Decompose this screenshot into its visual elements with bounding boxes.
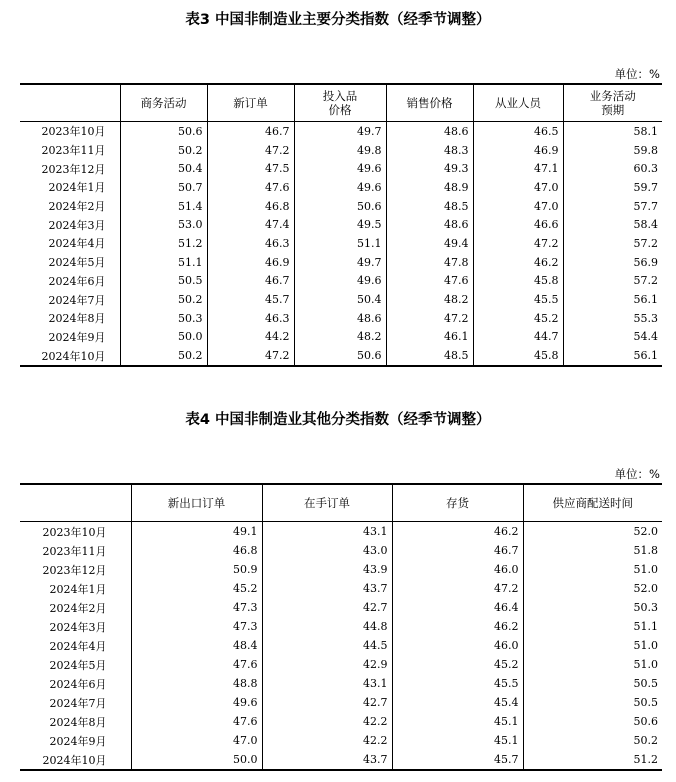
table-cell: 47.6 (207, 178, 294, 197)
table-row (20, 309, 662, 328)
table-cell: 43.1 (262, 522, 392, 542)
table-cell: 42.7 (262, 693, 392, 712)
table-cell: 47.6 (131, 712, 262, 731)
table-cell: 45.5 (473, 290, 563, 309)
table-cell: 52.0 (523, 579, 662, 598)
table-cell: 49.8 (294, 141, 386, 160)
row-label: 2024年9月 (49, 734, 107, 748)
table3-column-header: 新订单 (207, 84, 294, 122)
table-cell: 43.0 (262, 541, 392, 560)
table-cell: 47.6 (131, 655, 262, 674)
table-cell: 55.3 (563, 309, 662, 328)
table-row (20, 560, 662, 579)
table-row (20, 253, 662, 272)
table4-column-header: 新出口订单 (131, 484, 262, 522)
table4-column-header: 存货 (392, 484, 523, 522)
table-cell: 50.0 (131, 750, 262, 770)
table-row (20, 655, 662, 674)
row-label: 2024年5月 (49, 658, 107, 672)
table-row (20, 197, 662, 216)
table4 (20, 483, 662, 771)
row-label: 2024年7月 (48, 293, 106, 307)
table-cell: 50.6 (523, 712, 662, 731)
table-cell: 56.1 (563, 346, 662, 366)
table-cell: 45.2 (473, 309, 563, 328)
table3-column-header: 商务活动 (120, 84, 207, 122)
table-cell: 42.9 (262, 655, 392, 674)
table-cell: 56.9 (563, 253, 662, 272)
row-label: 2024年8月 (49, 715, 107, 729)
table3-column-header: 投入品 价格 (294, 84, 386, 122)
table-cell: 57.2 (563, 272, 662, 291)
table-cell: 49.1 (131, 522, 262, 542)
table-cell: 46.2 (473, 253, 563, 272)
table-row (20, 617, 662, 636)
table-cell: 51.4 (120, 197, 207, 216)
row-label: 2024年3月 (48, 218, 106, 232)
table4-title: 表4 中国非制造业其他分类指数（经季节调整） (185, 412, 491, 428)
row-label: 2024年4月 (48, 237, 106, 251)
table-row (20, 693, 662, 712)
table-row (20, 541, 662, 560)
table-cell: 48.2 (294, 328, 386, 347)
table-cell: 50.9 (131, 560, 262, 579)
table-cell: 49.6 (294, 272, 386, 291)
table-cell: 50.2 (120, 346, 207, 366)
row-label: 2024年10月 (20, 750, 131, 770)
table-row (20, 178, 662, 197)
table-row (20, 346, 662, 366)
table-row (20, 290, 662, 309)
table-cell: 50.4 (120, 159, 207, 178)
table-cell: 50.5 (523, 674, 662, 693)
table-cell: 46.8 (131, 541, 262, 560)
table3-column-header: 从业人员 (473, 84, 563, 122)
table-cell: 50.7 (120, 178, 207, 197)
table-cell: 42.2 (262, 712, 392, 731)
table-cell: 46.2 (392, 522, 523, 542)
table-row (20, 141, 662, 160)
table-row (20, 579, 662, 598)
table-row (20, 712, 662, 731)
table4-body (20, 522, 662, 771)
row-label: 2024年1月 (49, 582, 107, 596)
table-cell: 45.2 (131, 579, 262, 598)
table3-unit: 单位：% (614, 67, 660, 81)
table-cell: 47.1 (473, 159, 563, 178)
table-cell: 48.3 (386, 141, 473, 160)
table-cell: 48.6 (294, 309, 386, 328)
table-cell: 50.0 (120, 328, 207, 347)
table-cell: 46.7 (207, 122, 294, 141)
table3-header-row (20, 84, 662, 122)
row-label: 2023年12月 (42, 563, 107, 577)
table-cell: 46.3 (207, 309, 294, 328)
table-cell: 49.6 (131, 693, 262, 712)
table-cell: 48.6 (386, 122, 473, 141)
table4-unit: 单位：% (614, 467, 660, 481)
row-label: 2023年11月 (41, 144, 106, 158)
table-cell: 50.5 (523, 693, 662, 712)
table-cell: 47.2 (207, 346, 294, 366)
table-cell: 49.7 (294, 122, 386, 141)
table-row (20, 272, 662, 291)
table-cell: 49.7 (294, 253, 386, 272)
table-cell: 45.8 (473, 272, 563, 291)
table-cell: 45.1 (392, 731, 523, 750)
table-cell: 48.5 (386, 346, 473, 366)
table-cell: 50.2 (120, 141, 207, 160)
row-label: 2024年5月 (48, 256, 106, 270)
table-cell: 59.8 (563, 141, 662, 160)
table4-column-header: 供应商配送时间 (523, 484, 662, 522)
table3 (20, 83, 662, 367)
table-cell: 50.3 (523, 598, 662, 617)
table-cell: 48.2 (386, 290, 473, 309)
row-label: 2024年9月 (48, 330, 106, 344)
table4-header-row (20, 484, 662, 522)
table-cell: 45.5 (392, 674, 523, 693)
table-cell: 47.3 (131, 617, 262, 636)
table-cell: 51.8 (523, 541, 662, 560)
table-row (20, 234, 662, 253)
table-cell: 50.6 (294, 197, 386, 216)
table-cell: 47.6 (386, 272, 473, 291)
table-cell: 46.0 (392, 636, 523, 655)
table-cell: 48.8 (131, 674, 262, 693)
table-cell: 46.6 (473, 215, 563, 234)
table-cell: 50.6 (120, 122, 207, 141)
table-cell: 58.4 (563, 215, 662, 234)
table-cell: 43.1 (262, 674, 392, 693)
table-cell: 57.2 (563, 234, 662, 253)
row-label: 2023年10月 (41, 125, 106, 139)
table-cell: 42.7 (262, 598, 392, 617)
table-row (20, 328, 662, 347)
table-cell: 51.2 (523, 750, 662, 770)
table4-column-header: 在手订单 (262, 484, 392, 522)
table-cell: 57.7 (563, 197, 662, 216)
table-cell: 54.4 (563, 328, 662, 347)
table-cell: 46.3 (207, 234, 294, 253)
row-label: 2023年10月 (42, 525, 107, 539)
table-cell: 46.4 (392, 598, 523, 617)
table-cell: 51.1 (294, 234, 386, 253)
table-cell: 47.0 (473, 178, 563, 197)
table-row (20, 636, 662, 655)
table-cell: 59.7 (563, 178, 662, 197)
table-cell: 44.2 (207, 328, 294, 347)
table-cell: 45.4 (392, 693, 523, 712)
table-row (20, 215, 662, 234)
table-cell: 46.7 (392, 541, 523, 560)
table-row (20, 522, 662, 542)
table-cell: 50.5 (120, 272, 207, 291)
table-row (20, 122, 662, 141)
table-cell: 43.9 (262, 560, 392, 579)
table3-body (20, 122, 662, 366)
table-cell: 43.7 (262, 750, 392, 770)
table-cell: 47.0 (473, 197, 563, 216)
table-cell: 51.0 (523, 655, 662, 674)
table-cell: 48.9 (386, 178, 473, 197)
row-label: 2024年8月 (48, 312, 106, 326)
table-cell: 47.2 (386, 309, 473, 328)
table3-column-header: 销售价格 (386, 84, 473, 122)
table-cell: 44.8 (262, 617, 392, 636)
table-cell: 46.7 (207, 272, 294, 291)
table-cell: 44.7 (473, 328, 563, 347)
table-row (20, 598, 662, 617)
table-cell: 50.3 (120, 309, 207, 328)
row-label: 2024年7月 (49, 696, 107, 710)
table-cell: 51.2 (120, 234, 207, 253)
table3-column-header: 业务活动 预期 (563, 84, 662, 122)
table-cell: 56.1 (563, 290, 662, 309)
table-cell: 51.0 (523, 636, 662, 655)
table-cell: 43.7 (262, 579, 392, 598)
table-cell: 46.0 (392, 560, 523, 579)
table-cell: 49.3 (386, 159, 473, 178)
table-cell: 50.4 (294, 290, 386, 309)
table-cell: 50.2 (120, 290, 207, 309)
table-cell: 45.1 (392, 712, 523, 731)
table-cell: 46.8 (207, 197, 294, 216)
table-cell: 51.0 (523, 560, 662, 579)
table-cell: 47.4 (207, 215, 294, 234)
table-cell: 48.4 (131, 636, 262, 655)
table-cell: 42.2 (262, 731, 392, 750)
table-cell: 53.0 (120, 215, 207, 234)
row-label: 2024年2月 (48, 200, 106, 214)
row-label: 2023年11月 (42, 544, 107, 558)
table-cell: 49.6 (294, 178, 386, 197)
table-cell: 46.2 (392, 617, 523, 636)
table-cell: 45.7 (207, 290, 294, 309)
table-cell: 49.6 (294, 159, 386, 178)
table-cell: 47.3 (131, 598, 262, 617)
table-cell: 49.5 (294, 215, 386, 234)
table-cell: 46.1 (386, 328, 473, 347)
table-cell: 49.4 (386, 234, 473, 253)
table-row (20, 750, 662, 770)
table-cell: 51.1 (120, 253, 207, 272)
table-cell: 51.1 (523, 617, 662, 636)
row-label: 2023年12月 (41, 162, 106, 176)
row-label: 2024年6月 (49, 677, 107, 691)
table-cell: 45.8 (473, 346, 563, 366)
row-label: 2024年2月 (49, 601, 107, 615)
table-row (20, 159, 662, 178)
row-label: 2024年4月 (49, 639, 107, 653)
table-cell: 47.5 (207, 159, 294, 178)
table3-header-corner (20, 84, 120, 122)
row-label: 2024年1月 (48, 181, 106, 195)
table-cell: 47.2 (207, 141, 294, 160)
table-cell: 45.2 (392, 655, 523, 674)
table-cell: 47.2 (473, 234, 563, 253)
table3-title: 表3 中国非制造业主要分类指数（经季节调整） (185, 12, 491, 28)
table-cell: 52.0 (523, 522, 662, 542)
table-cell: 46.5 (473, 122, 563, 141)
table-cell: 46.9 (207, 253, 294, 272)
table-cell: 48.5 (386, 197, 473, 216)
row-label: 2024年10月 (20, 346, 120, 366)
table-cell: 47.2 (392, 579, 523, 598)
table-cell: 45.7 (392, 750, 523, 770)
table-cell: 50.2 (523, 731, 662, 750)
table-row (20, 731, 662, 750)
table-cell: 47.8 (386, 253, 473, 272)
table-row (20, 674, 662, 693)
table-cell: 58.1 (563, 122, 662, 141)
table4-header-corner (20, 484, 131, 522)
table-cell: 48.6 (386, 215, 473, 234)
table-cell: 46.9 (473, 141, 563, 160)
table-cell: 50.6 (294, 346, 386, 366)
row-label: 2024年3月 (49, 620, 107, 634)
table-cell: 44.5 (262, 636, 392, 655)
table-cell: 47.0 (131, 731, 262, 750)
table-cell: 60.3 (563, 159, 662, 178)
row-label: 2024年6月 (48, 274, 106, 288)
